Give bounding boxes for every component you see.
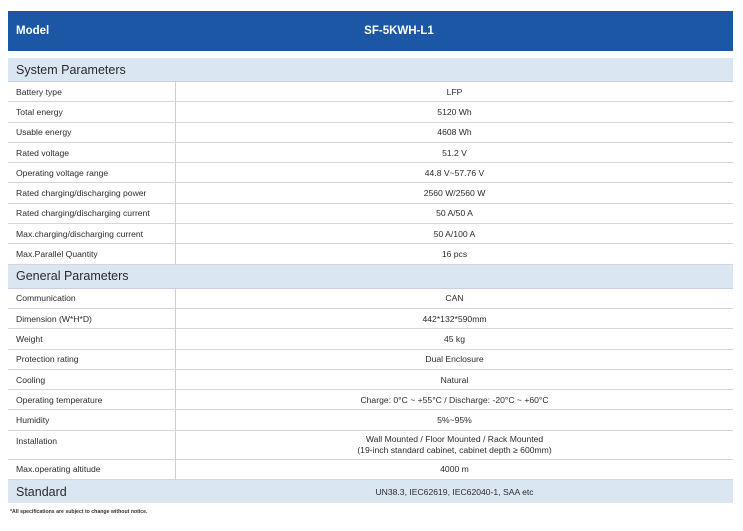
footnote: *All specifications are subject to change without notice.	[10, 509, 148, 515]
row-value: 5%~95%	[437, 415, 472, 426]
row-label: Rated charging/discharging current	[8, 204, 176, 223]
model-header	[8, 11, 733, 51]
table-row	[8, 410, 733, 430]
table-row-installation	[8, 431, 733, 460]
table-row	[8, 244, 733, 264]
row-value: 50 A/50 A	[436, 208, 473, 219]
row-value: Dual Enclosure	[425, 354, 484, 365]
row-value: 442*132*590mm	[422, 313, 487, 324]
row-label: Total energy	[8, 102, 176, 121]
spec-sheet	[8, 11, 733, 503]
general-parameters-table	[8, 289, 733, 480]
row-value: 16 pcs	[441, 249, 468, 260]
table-row	[8, 309, 733, 329]
row-label: Installation	[8, 431, 176, 459]
row-label: Communication	[8, 289, 176, 308]
row-value: 51.2 V	[442, 147, 467, 158]
row-value: LFP	[446, 86, 463, 97]
row-label: Max.Parallel Quantity	[8, 244, 176, 263]
row-value: Natural	[440, 374, 469, 385]
row-label: Rated voltage	[8, 143, 176, 162]
installation-line-2: (19-inch standard cabinet, cabinet depth ≥ 600mm)	[357, 444, 552, 455]
table-row	[8, 370, 733, 390]
row-label: Rated charging/discharging power	[8, 183, 176, 202]
row-label: Max.operating altitude	[8, 460, 176, 479]
table-row	[8, 460, 733, 480]
general-parameters-heading: General Parameters	[8, 265, 733, 289]
table-row	[8, 102, 733, 122]
row-value: 4608 Wh	[437, 127, 472, 138]
row-label: Usable energy	[8, 123, 176, 142]
row-value	[176, 431, 733, 459]
system-parameters-heading: System Parameters	[8, 58, 733, 82]
row-label: Weight	[8, 329, 176, 348]
table-row	[8, 143, 733, 163]
row-label: Dimension (W*H*D)	[8, 309, 176, 328]
table-row	[8, 329, 733, 349]
row-value: 44.8 V~57.76 V	[424, 167, 485, 178]
standard-label: Standard	[16, 484, 67, 499]
row-value: 5120 Wh	[437, 106, 472, 117]
row-label: Operating temperature	[8, 390, 176, 409]
row-label: Protection rating	[8, 350, 176, 369]
row-value: 50 A/100 A	[433, 228, 476, 239]
row-label: Humidity	[8, 410, 176, 429]
model-label: Model	[16, 25, 50, 37]
row-label: Max.charging/discharging current	[8, 224, 176, 243]
installation-line-1: Wall Mounted / Floor Mounted / Rack Mounted	[365, 433, 544, 444]
table-row	[8, 350, 733, 370]
standard-row	[8, 480, 733, 503]
table-row	[8, 390, 733, 410]
table-row	[8, 82, 733, 102]
row-value: 4000 m	[440, 464, 469, 475]
row-label: Operating voltage range	[8, 163, 176, 182]
row-value: 45 kg	[443, 333, 466, 344]
system-parameters-table	[8, 82, 733, 265]
row-value: 2560 W/2560 W	[423, 188, 486, 199]
table-row	[8, 163, 733, 183]
table-row	[8, 289, 733, 309]
table-row	[8, 224, 733, 244]
table-row	[8, 204, 733, 224]
row-label: Cooling	[8, 370, 176, 389]
row-value: CAN	[445, 293, 464, 304]
standard-value: UN38.3, IEC62619, IEC62040-1, SAA etc	[375, 486, 534, 497]
row-value: Charge: 0°C ~ +55°C / Discharge: -20°C ~ +60°C	[360, 394, 549, 405]
table-row	[8, 183, 733, 203]
row-label: Battery type	[8, 82, 176, 101]
table-row	[8, 123, 733, 143]
model-value: SF-5KWH-L1	[364, 25, 434, 37]
